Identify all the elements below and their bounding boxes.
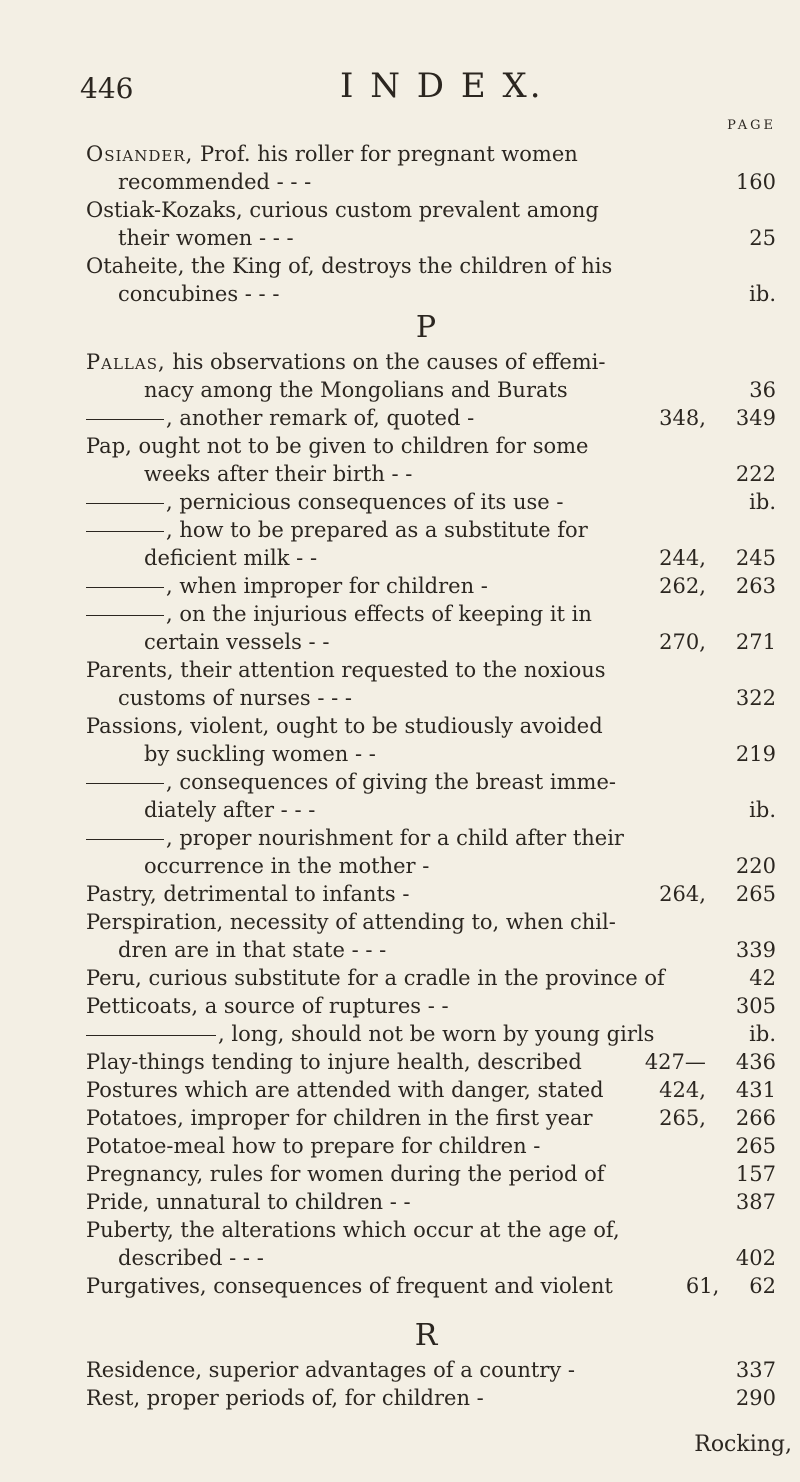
ditto-dash (86, 503, 164, 504)
index-line: Otaheite, the King of, destroys the children of his (86, 254, 613, 278)
ditto-dash (86, 783, 164, 784)
index-line: Pallas, his observations on the causes of effemi- (86, 350, 606, 374)
index-line: Purgatives, consequences of frequent and violent 61, 62 (86, 1274, 776, 1298)
index-line: Pap, ought not to be given to children for some (86, 434, 589, 458)
ditto-dash (86, 839, 164, 840)
index-line: recommended - - - 160 (118, 170, 776, 194)
index-line: Pastry, detrimental to infants - 264, 265 (86, 882, 776, 906)
index-line: , on the injurious effects of keeping it in (86, 600, 776, 628)
index-line: , how to be prepared as a substitute for (86, 516, 776, 544)
index-entries (86, 140, 776, 1412)
index-line: dren are in that state - - - 339 (118, 938, 776, 962)
index-line: Play-things tending to injure health, described 427— 436 (86, 1050, 776, 1074)
ditto-dash (86, 587, 164, 588)
page-number: 446 (80, 72, 134, 105)
index-line: Postures which are attended with danger, stated 424, 431 (86, 1078, 776, 1102)
index-line: occurrence in the mother - 220 (144, 854, 776, 878)
index-line: , pernicious consequences of its use - ib. (86, 488, 776, 516)
section-letter-r: R (414, 1318, 438, 1353)
page-column-label: PAGE (727, 118, 776, 133)
index-line: , long, should not be worn by young girls ib. (86, 1020, 776, 1048)
index-line: certain vessels - - 270, 271 (144, 630, 776, 654)
ditto-dash (86, 615, 164, 616)
index-line: Petticoats, a source of ruptures - - 305 (86, 994, 776, 1018)
index-line: Rest, proper periods of, for children - 290 (86, 1386, 776, 1410)
index-line: , consequences of giving the breast imme- (86, 768, 776, 796)
index-line: by suckling women - - 219 (144, 742, 776, 766)
index-line: Potatoes, improper for children in the first year 265, 266 (86, 1106, 776, 1130)
index-line: weeks after their birth - - 222 (144, 462, 776, 486)
index-line: Pride, unnatural to children - - 387 (86, 1190, 776, 1214)
index-line: described - - - 402 (118, 1246, 776, 1270)
index-line: Perspiration, necessity of attending to, when chil- (86, 910, 616, 934)
index-line: , proper nourishment for a child after their (86, 824, 776, 852)
index-line: diately after - - - ib. (144, 798, 776, 822)
index-line: deficient milk - - 244, 245 (144, 546, 776, 570)
index-line: customs of nurses - - - 322 (118, 686, 776, 710)
index-line: Pregnancy, rules for women during the period of 157 (86, 1162, 776, 1186)
index-line: Puberty, the alterations which occur at the age of, (86, 1218, 620, 1242)
index-line: their women - - - 25 (118, 226, 776, 250)
index-line: Osiander, Prof. his roller for pregnant women (86, 142, 578, 166)
index-title: I N D E X. (340, 66, 544, 106)
index-line: concubines - - - ib. (118, 282, 776, 306)
index-line: Ostiak-Kozaks, curious custom prevalent among (86, 198, 599, 222)
catchword: Rocking, (694, 1432, 792, 1457)
index-line: nacy among the Mongolians and Burats 36 (144, 378, 776, 402)
index-line: Potatoe-meal how to prepare for children - 265 (86, 1134, 776, 1158)
ditto-dash (86, 531, 164, 532)
index-line: Residence, superior advantages of a country - 337 (86, 1358, 776, 1382)
section-letter-p: P (415, 310, 437, 345)
index-line: Peru, curious substitute for a cradle in the province of 42 (86, 966, 776, 990)
ditto-dash (86, 419, 164, 420)
index-line: Passions, violent, ought to be studiously avoided (86, 714, 603, 738)
index-line: Parents, their attention requested to the noxious (86, 658, 606, 682)
page-header (80, 66, 780, 133)
ditto-dash (86, 1035, 216, 1036)
index-line: , another remark of, quoted - 348, 349 (86, 404, 776, 432)
index-line: , when improper for children - 262, 263 (86, 572, 776, 600)
